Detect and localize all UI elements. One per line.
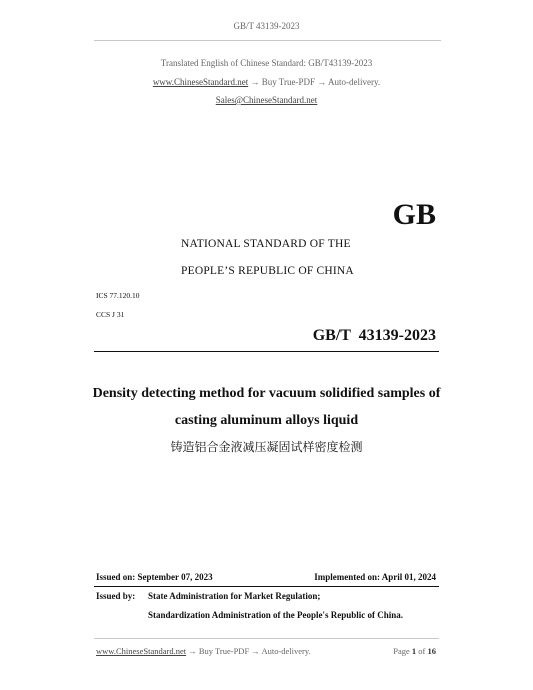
title-en-line2: casting aluminum alloys liquid bbox=[174, 413, 359, 428]
page-indicator bbox=[393, 646, 436, 656]
implemented-date: Implemented on: April 01, 2024 bbox=[314, 572, 436, 582]
issuer-label: Issued by: bbox=[96, 591, 136, 601]
issued-date: Issued on: September 07, 2023 bbox=[96, 572, 213, 582]
buy-text: Buy True-PDF bbox=[261, 77, 315, 87]
email-link[interactable]: Sales@ChineseStandard.net bbox=[215, 95, 318, 105]
footer-purchase-line bbox=[96, 646, 311, 656]
running-header: GB/T 43139-2023 bbox=[233, 21, 300, 31]
arrow-icon: → bbox=[317, 77, 327, 87]
email-line bbox=[0, 95, 533, 105]
footer-divider bbox=[94, 638, 439, 639]
translation-notice: Translated English of Chinese Standard: GB/T43139-2023 bbox=[160, 58, 373, 68]
title-zh: 铸造铝合金液减压凝固试样密度检测 bbox=[170, 440, 363, 454]
footer-buy-text: Buy True-PDF bbox=[198, 646, 250, 656]
page-number: 1 bbox=[411, 646, 417, 656]
ics-code: ICS 77.120.10 bbox=[96, 291, 140, 300]
ccs-code: CCS J 31 bbox=[96, 310, 125, 319]
title-divider bbox=[94, 351, 439, 352]
delivery-text: Auto-delivery. bbox=[328, 77, 381, 87]
gb-logo: GB bbox=[392, 198, 436, 231]
of-label: of bbox=[418, 646, 426, 656]
footer-delivery-text: Auto-delivery. bbox=[261, 646, 311, 656]
issuer-line2: Standardization Administration of the People's Republic of China. bbox=[148, 610, 404, 620]
standard-type-line2: PEOPLE’S REPUBLIC OF CHINA bbox=[181, 265, 354, 277]
header-divider bbox=[94, 40, 441, 41]
footer-site-link[interactable]: www.ChineseStandard.net bbox=[96, 646, 187, 656]
issuer-line1: State Administration for Market Regulation; bbox=[148, 591, 321, 601]
standard-type-line1: NATIONAL STANDARD OF THE bbox=[181, 238, 351, 250]
site-link[interactable]: www.ChineseStandard.net bbox=[152, 77, 249, 87]
page-label: Page bbox=[393, 646, 410, 656]
total-pages: 16 bbox=[427, 646, 436, 656]
arrow-icon: → bbox=[251, 646, 260, 656]
title-en-line1: Density detecting method for vacuum solidified samples of bbox=[92, 386, 441, 401]
standard-number: GB/T 43139-2023 bbox=[312, 327, 436, 344]
arrow-icon: → bbox=[250, 77, 260, 87]
arrow-icon: → bbox=[188, 646, 197, 656]
purchase-line bbox=[0, 77, 533, 87]
dates-divider bbox=[94, 586, 439, 587]
